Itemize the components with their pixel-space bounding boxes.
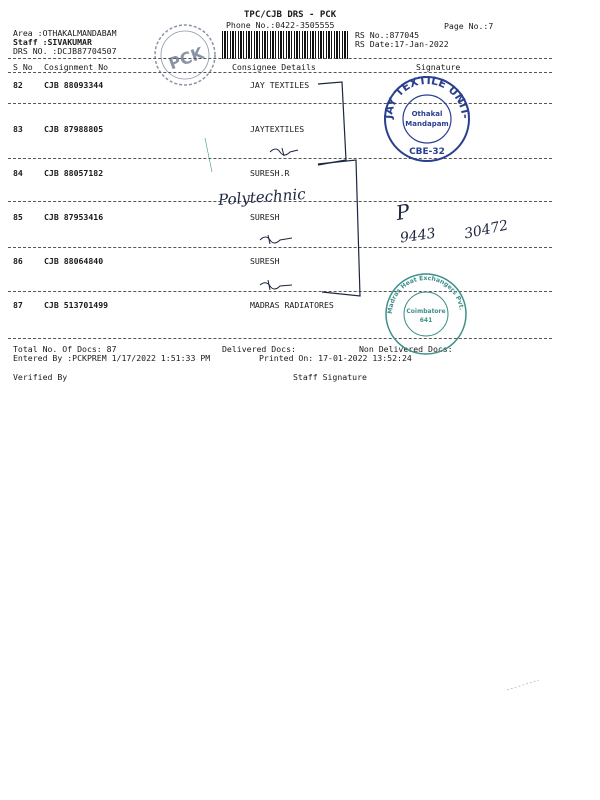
document-title: TPC/CJB DRS - PCK (244, 10, 337, 20)
phone-number: Phone No.:0422-3505555 (226, 20, 335, 30)
area-label: Area :OTHAKALMANDABAM (13, 28, 117, 38)
jay-stamp-center-2: Mandapam (405, 120, 449, 128)
column-consignment: Cosignment No (44, 62, 109, 72)
jay-stamp-ring-text: JAY TEXTILE UNIT-II (379, 64, 473, 120)
handwritten-polytechnic: Polytechnic (217, 184, 307, 210)
row-consignment: CJB 513701499 (44, 300, 109, 310)
row-consignee: SURESH.R (250, 168, 290, 178)
entered-by: Entered By :PCKPREM 1/17/2022 1:51:33 PM (13, 353, 211, 363)
madras-stamp (381, 267, 468, 356)
jay-stamp-center-1: Othakal (411, 110, 443, 118)
faint-mark (505, 676, 545, 696)
row-sno: 83 (13, 124, 23, 134)
row-consignment: CJB 87953416 (44, 212, 104, 222)
row-consignment: CJB 88093344 (44, 80, 104, 90)
row-consignee: SURESH (250, 212, 280, 222)
total-docs: Total No. Of Docs: 87 (13, 344, 117, 354)
column-consignee: Consignee Details (232, 62, 316, 72)
handwritten-number-1: 9443 (399, 225, 437, 247)
staff-label: Staff :SIVAKUMAR (13, 37, 92, 47)
row-consignee: SURESH (250, 256, 280, 266)
row-sno: 85 (13, 212, 23, 222)
column-sno: S No (13, 62, 33, 72)
delivered-docs: Delivered Docs: (222, 344, 296, 354)
scribble-signature (258, 232, 298, 246)
madras-stamp-center-2: 641 (419, 317, 433, 324)
non-delivered-docs: Non Delivered Docs: (359, 344, 453, 354)
rs-number: RS No.:877045 (355, 30, 420, 40)
row-sno: 84 (13, 168, 23, 178)
handwritten-signature: P (394, 199, 412, 225)
row-sno: 82 (13, 80, 23, 90)
column-signature: Signature (416, 62, 461, 72)
row-consignment: CJB 87988805 (44, 124, 104, 134)
row-sno: 86 (13, 256, 23, 266)
scribble-signature (268, 144, 308, 158)
madras-stamp-ring-text: Madras Heat Exchangers Pvt. Ltd. (381, 267, 465, 315)
row-consignee: JAY TEXTILES (250, 80, 310, 90)
scribble-signature (258, 278, 298, 292)
printed-on: Printed On: 17-01-2022 13:52:24 (259, 353, 412, 363)
rs-date: RS Date:17-Jan-2022 (355, 39, 449, 49)
verified-by: Verified By (13, 372, 68, 382)
row-consignment: CJB 88064840 (44, 256, 104, 266)
page-number: Page No.:7 (444, 21, 494, 31)
hand-brackets (0, 0, 600, 320)
staff-signature: Staff Signature (293, 372, 367, 382)
handwritten-number-2: 30472 (462, 217, 510, 243)
drs-number: DRS NO. :DCJB87704507 (13, 46, 117, 56)
row-consignee: JAYTEXTILES (250, 124, 305, 134)
row-consignment: CJB 88057182 (44, 168, 104, 178)
row-sno: 87 (13, 300, 23, 310)
jay-stamp-city: CBE-32 (409, 147, 445, 157)
madras-stamp-center-1: Coimbatore (406, 308, 446, 315)
pck-stamp-text: PCK (166, 43, 207, 74)
row-consignee: MADRAS RADIATORES (250, 300, 334, 310)
